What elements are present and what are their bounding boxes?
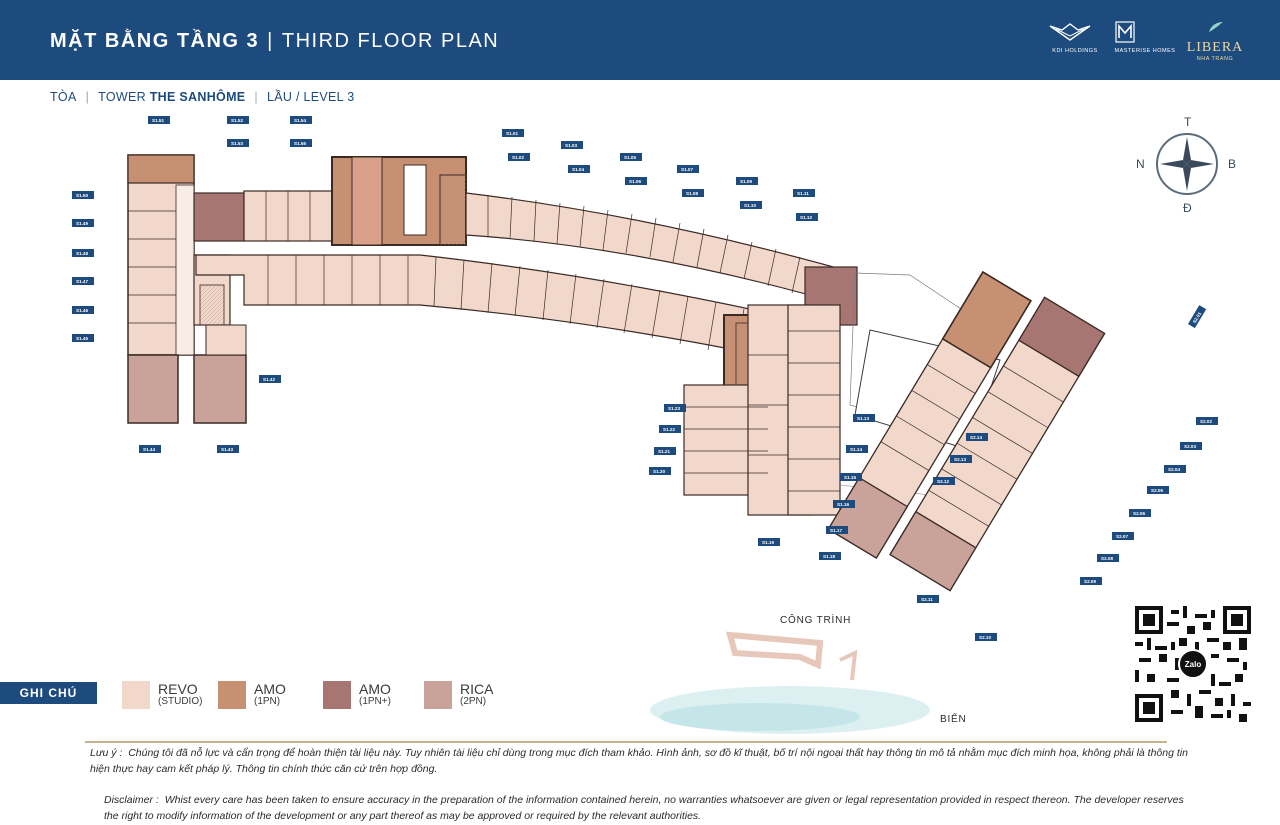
masterise-homes-logo — [1110, 20, 1180, 60]
svg-text:S1.05: S1.05 — [624, 155, 637, 160]
tower-label: TOWER — [98, 90, 146, 104]
libera-logo — [1180, 20, 1250, 60]
beach-graphic — [650, 635, 930, 734]
note-english — [104, 792, 1194, 825]
kdi-holdings-logo — [1040, 20, 1110, 60]
legend-rica-sub: (2PN) — [460, 696, 487, 708]
legend-swatch-amo — [218, 681, 246, 709]
level-label: LẦU / LEVEL 3 — [266, 90, 355, 104]
note-en-label: Disclaimer : — [104, 794, 159, 806]
svg-text:S1.13: S1.13 — [857, 416, 870, 421]
svg-text:S1.47: S1.47 — [76, 279, 89, 284]
title-vi: MẶT BẰNG TẦNG 3 — [50, 30, 260, 52]
svg-text:S2.11: S2.11 — [921, 597, 933, 602]
svg-text:S2.07: S2.07 — [1116, 534, 1129, 539]
svg-text:S2.04: S2.04 — [1168, 467, 1181, 472]
note-en-text: Whist every care has been taken to ensure accuracy in the preparation of the information contained herein, no warranties whatsoever are given or legal representation provided in respect thereon. The developer reserves the right to modify information of the development or any part thereof as may be approved or required by the relevant authorities. — [104, 794, 1184, 823]
libera-logo-sub: NHA TRANG — [1196, 56, 1234, 62]
subhead-sep-1: | — [85, 90, 90, 104]
svg-text:S1.12: S1.12 — [800, 215, 813, 220]
masterise-logo-text: MASTERISE HOMES — [1114, 48, 1176, 54]
svg-text:S1.17: S1.17 — [830, 528, 843, 533]
svg-text:S1.48: S1.48 — [76, 251, 89, 256]
legend-rica-name: RICA — [460, 681, 494, 698]
svg-text:S1.04: S1.04 — [572, 167, 585, 172]
svg-text:S2.01: S2.01 — [1191, 311, 1203, 325]
tower-name: THE SANHÔME — [149, 90, 246, 104]
svg-text:S2.03: S2.03 — [1184, 444, 1197, 449]
svg-text:S1.49: S1.49 — [76, 221, 89, 226]
svg-text:S1.07: S1.07 — [681, 167, 694, 172]
bien-label: BIỂN — [940, 714, 967, 725]
s2-wing — [828, 263, 1104, 599]
svg-text:S2.10: S2.10 — [979, 635, 992, 640]
legend-amo-name: AMO — [254, 681, 286, 698]
cong-trinh-label: CÔNG TRÌNH — [780, 615, 852, 626]
svg-text:S1.09: S1.09 — [740, 179, 753, 184]
note-vietnamese — [90, 745, 1190, 778]
subhead-sep-2: | — [254, 90, 258, 104]
svg-text:S1.10: S1.10 — [744, 203, 757, 208]
svg-text:S1.45: S1.45 — [76, 336, 89, 341]
legend-amo-plus-name: AMO — [359, 681, 391, 698]
masterise-m-icon — [1110, 20, 1140, 44]
svg-text:S2.08: S2.08 — [1101, 556, 1114, 561]
toa-label: TÒA — [50, 90, 77, 104]
legend-swatch-rica — [424, 681, 452, 709]
svg-text:S1.42: S1.42 — [263, 377, 276, 382]
title-separator: | — [267, 30, 274, 52]
page-title — [50, 30, 499, 53]
svg-text:S1.01: S1.01 — [506, 131, 519, 136]
legend-revo-name: REVO — [158, 681, 198, 698]
legend-title: GHI CHÚ — [0, 682, 97, 704]
svg-text:S2.02: S2.02 — [1200, 419, 1213, 424]
svg-text:S1.55: S1.55 — [294, 141, 307, 146]
legend-amo-plus-sub: (1PN+) — [359, 696, 391, 708]
svg-text:S2.06: S2.06 — [1133, 511, 1146, 516]
legend-revo-sub: (STUDIO) — [158, 696, 203, 708]
west-wing — [128, 155, 246, 423]
svg-text:S2.09: S2.09 — [1084, 579, 1097, 584]
legend-amo — [218, 680, 286, 710]
wings-icon — [1040, 20, 1100, 44]
unit-tags-left — [72, 191, 94, 342]
svg-text:S2.13: S2.13 — [954, 457, 967, 462]
svg-text:S1.11: S1.11 — [797, 191, 809, 196]
svg-text:S1.51: S1.51 — [152, 118, 165, 123]
svg-text:S1.23: S1.23 — [668, 406, 681, 411]
svg-text:S1.20: S1.20 — [653, 469, 666, 474]
legend-revo — [122, 680, 202, 710]
compass-b: B — [1228, 157, 1237, 171]
svg-text:S1.08: S1.08 — [686, 191, 699, 196]
svg-text:S1.53: S1.53 — [231, 141, 244, 146]
title-en: THIRD FLOOR PLAN — [281, 30, 500, 52]
svg-text:S1.21: S1.21 — [658, 449, 671, 454]
svg-text:S1.52: S1.52 — [231, 118, 244, 123]
svg-text:S1.14: S1.14 — [850, 447, 863, 452]
note-vi-label: Lưu ý : — [90, 747, 123, 759]
svg-text:S1.22: S1.22 — [663, 427, 676, 432]
svg-text:S1.54: S1.54 — [294, 118, 307, 123]
libera-logo-text: LIBERA — [1186, 40, 1244, 55]
legend-swatch-revo — [122, 681, 150, 709]
svg-text:S2.12: S2.12 — [937, 479, 950, 484]
svg-text:S1.06: S1.06 — [629, 179, 642, 184]
compass-d: Đ — [1183, 201, 1192, 215]
svg-text:S1.44: S1.44 — [143, 447, 156, 452]
svg-text:S1.02: S1.02 — [512, 155, 525, 160]
header-bar — [0, 0, 1280, 80]
tower-level-line — [50, 90, 355, 104]
notes-divider — [85, 741, 1167, 743]
svg-text:S1.03: S1.03 — [565, 143, 578, 148]
leaf-icon — [1205, 21, 1225, 33]
svg-text:S2.14: S2.14 — [970, 435, 983, 440]
svg-text:S1.46: S1.46 — [76, 308, 89, 313]
compass-n: N — [1136, 157, 1145, 171]
note-vi-text: Chúng tôi đã nỗ lực và cẩn trọng để hoàn thiện tài liệu này. Tuy nhiên tài liệu chỉ dùng trong mục đích tham khảo. Hình ảnh, sơ đồ kĩ thuật, bố trí nội ngoại thất hay thông tin mô tả nhằm mục đích minh họa, không phải là thông tin hiện thực hay cam kết pháp lý. Thông tin chính thức căn cứ trên hợp đồng. — [90, 747, 1188, 776]
legend-swatch-amo-plus — [323, 681, 351, 709]
svg-text:S1.18: S1.18 — [823, 554, 836, 559]
floor-plan — [0, 105, 1280, 745]
compass-t: T — [1184, 115, 1192, 129]
zalo-badge: Zalo — [1178, 649, 1208, 679]
svg-text:S2.05: S2.05 — [1151, 488, 1164, 493]
legend-rica — [424, 680, 493, 710]
svg-text:S1.16: S1.16 — [837, 502, 850, 507]
svg-text:S1.15: S1.15 — [844, 475, 857, 480]
svg-text:S1.43: S1.43 — [221, 447, 234, 452]
kdi-logo-text: KDI HOLDINGS — [1052, 48, 1098, 54]
svg-text:S1.19: S1.19 — [762, 540, 775, 545]
legend-amo-plus — [323, 680, 391, 710]
svg-text:S1.50: S1.50 — [76, 193, 89, 198]
legend-amo-sub: (1PN) — [254, 696, 281, 708]
